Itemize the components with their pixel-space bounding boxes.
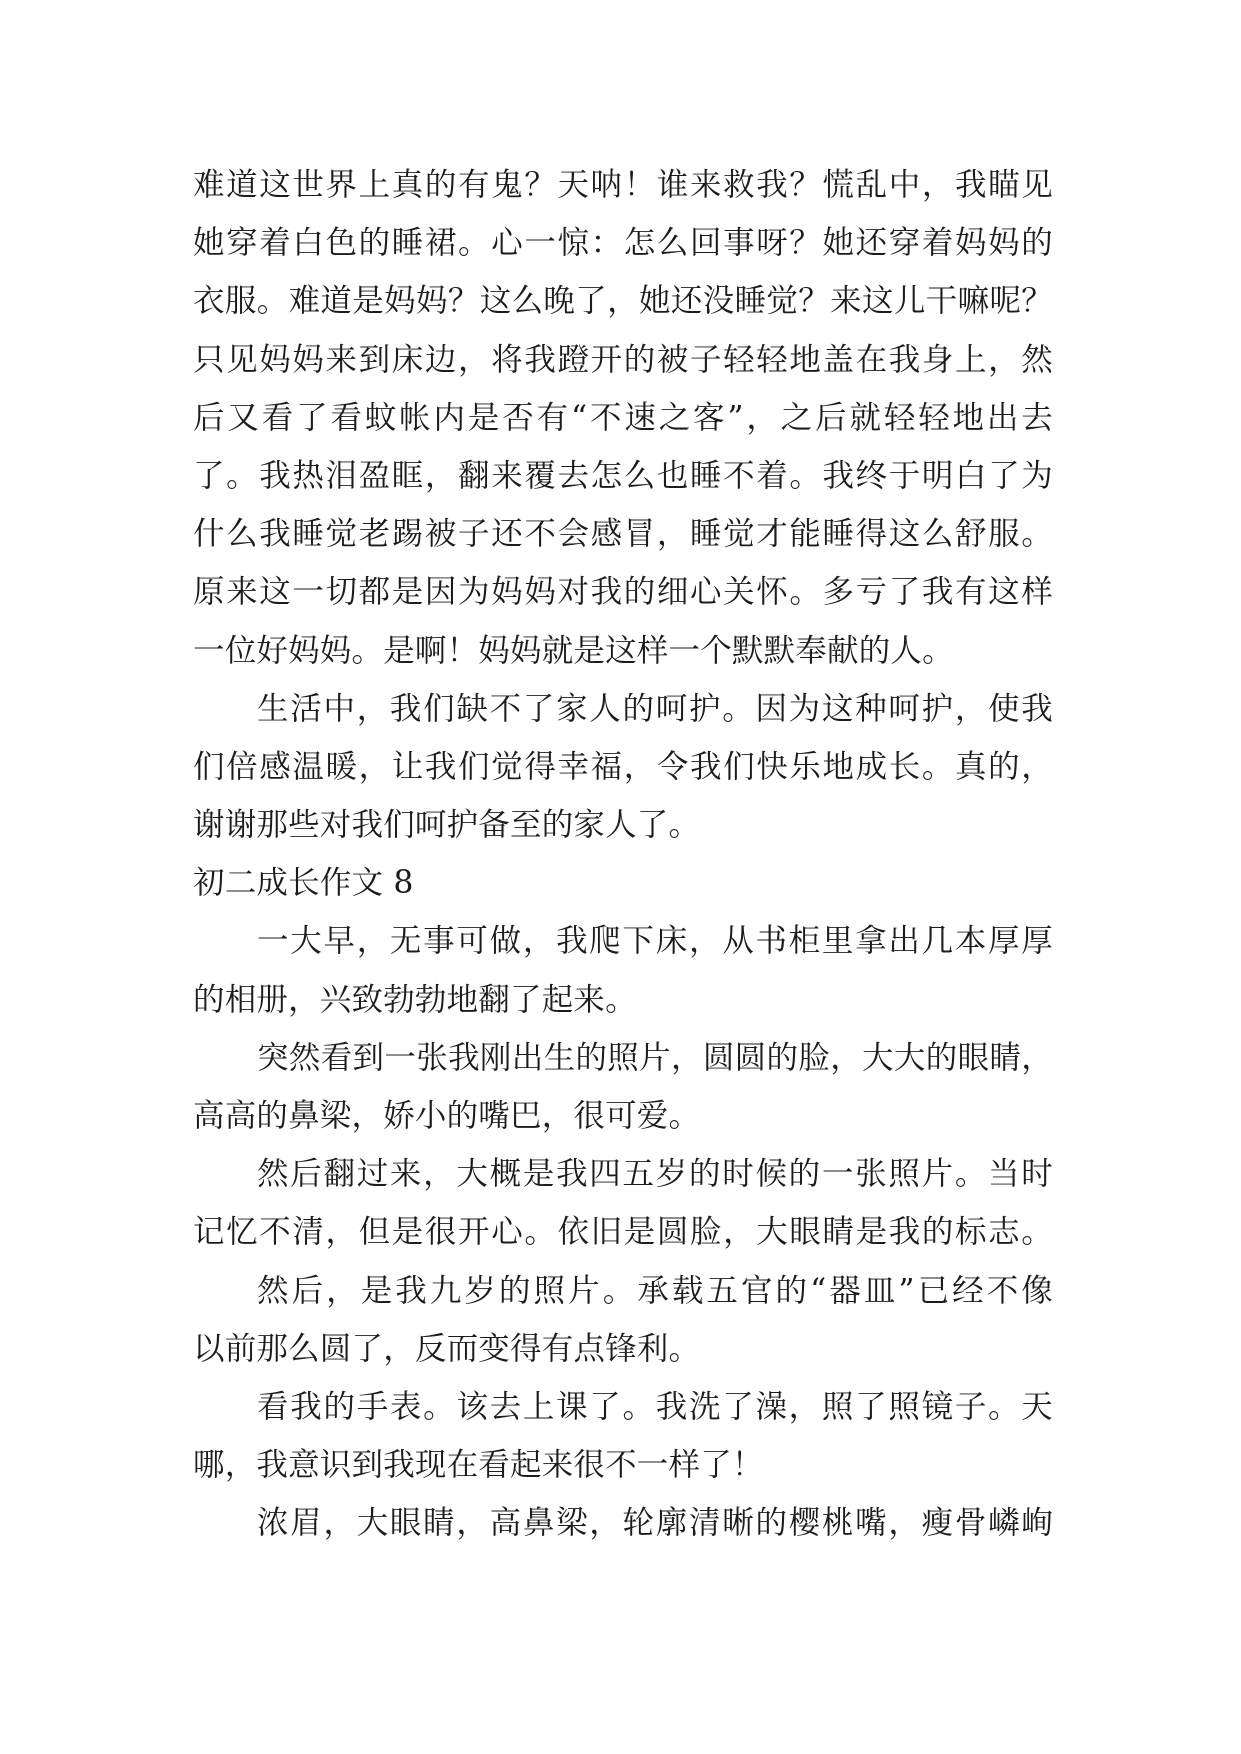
text-line: 高高的鼻梁，娇小的嘴巴，很可爱。 (193, 1098, 701, 1134)
text-line: 哪，我意识到我现在看起来很不一样了！ (193, 1447, 764, 1484)
text-line: 了。我热泪盈眶，翻来覆去怎么也睡不着。我终于明白了为 (193, 457, 1053, 494)
text-line: 生活中，我们缺不了家人的呵护。因为这种呵护，使我 (257, 690, 1053, 727)
text-line: 一位好妈妈。是啊！妈妈就是这样一个默默奉献的人。 (193, 632, 954, 669)
text-line: 原来这一切都是因为妈妈对我的细心关怀。多亏了我有这样 (193, 574, 1053, 611)
text-line: 只见妈妈来到床边，将我蹬开的被子轻轻地盖在我身上，然 (193, 341, 1053, 378)
text-line: 突然看到一张我刚出生的照片，圆圆的脸，大大的眼睛， (257, 1039, 1053, 1076)
text-line: 然后翻过来，大概是我四五岁的时候的一张照片。当时 (257, 1156, 1053, 1193)
document-body (193, 156, 1053, 1553)
text-line: 谢谢那些对我们呵护备至的家人了。 (193, 807, 701, 844)
text-line: 的相册，兴致勃勃地翻了起来。 (193, 981, 637, 1018)
text-line: 衣服。难道是妈妈？这么晚了，她还没睡觉？来这儿干嘛呢？ (193, 283, 1053, 320)
text-line: 一大早，无事可做，我爬下床，从书柜里拿出几本厚厚 (257, 923, 1053, 960)
text-line: 后又看了看蚊帐内是否有“不速之客”，之后就轻轻地出去 (193, 399, 1053, 436)
text-line: 以前那么圆了，反而变得有点锋利。 (193, 1330, 701, 1367)
section-heading: 初二成长作文 8 (193, 865, 414, 902)
text-line: 浓眉，大眼睛，高鼻梁，轮廓清晰的樱桃嘴，瘦骨嶙峋 (257, 1505, 1053, 1542)
text-line: 难道这世界上真的有鬼？天呐！谁来救我？慌乱中，我瞄见 (193, 167, 1053, 203)
text-line: 什么我睡觉老踢被子还不会感冒，睡觉才能睡得这么舒服。 (193, 516, 1053, 553)
text-line: 记忆不清，但是很开心。依旧是圆脸，大眼睛是我的标志。 (193, 1214, 1053, 1251)
text-line: 看我的手表。该去上课了。我洗了澡，照了照镜子。天 (257, 1388, 1053, 1425)
text-line: 然后，是我九岁的照片。承载五官的“器皿”已经不像 (257, 1272, 1053, 1309)
text-line: 她穿着白色的睡裙。心一惊：怎么回事呀？她还穿着妈妈的 (193, 225, 1053, 262)
text-line: 们倍感温暖，让我们觉得幸福，令我们快乐地成长。真的， (193, 748, 1053, 785)
